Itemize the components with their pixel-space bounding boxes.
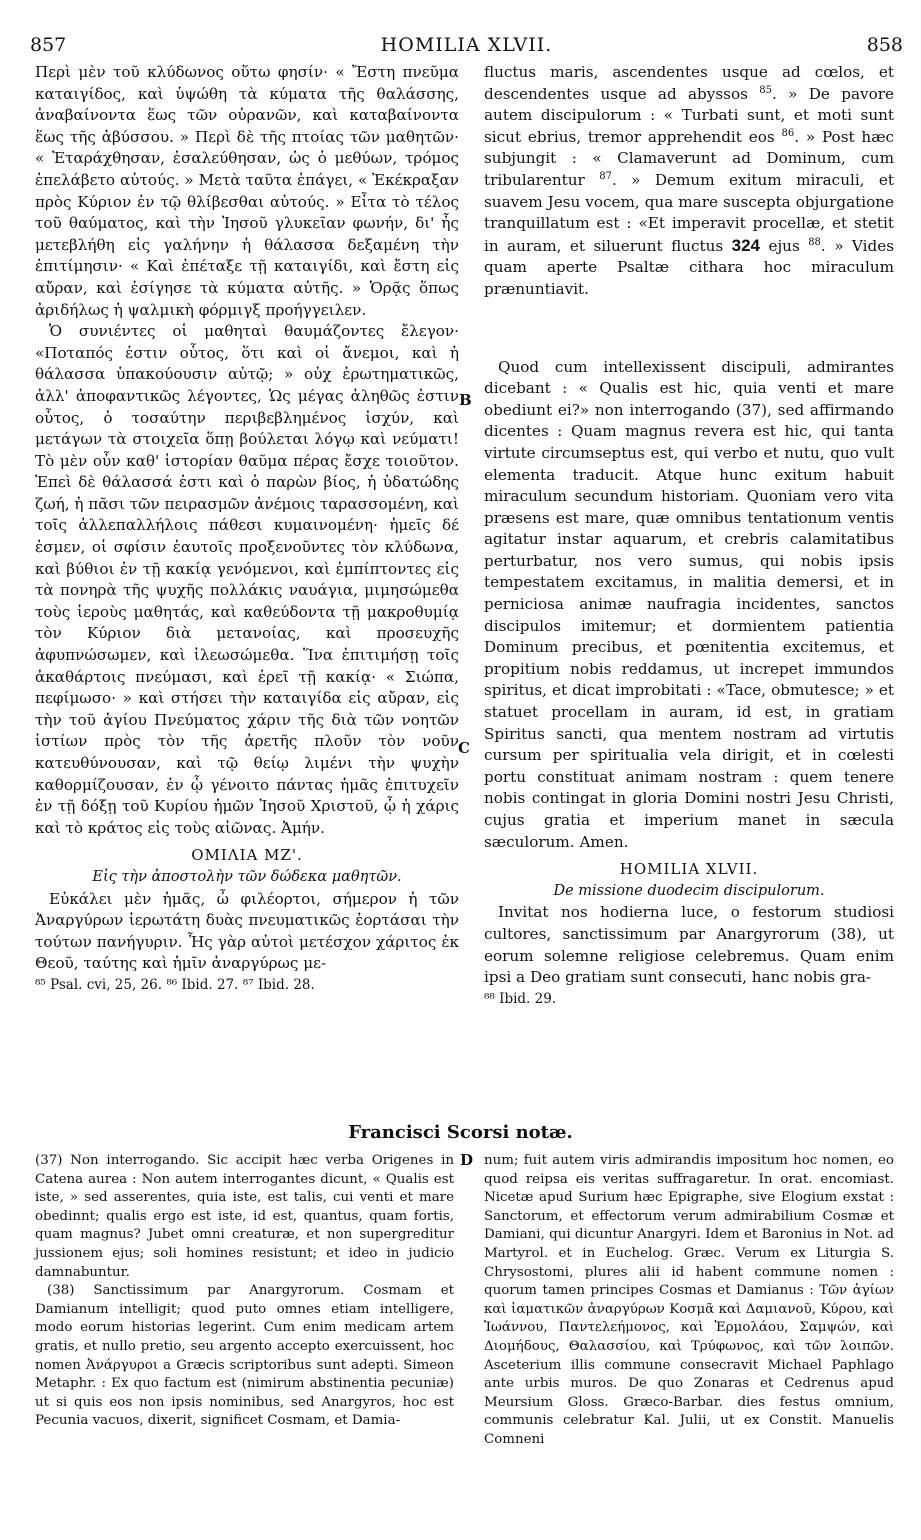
greek-homily-subtitle: Εἰς τὴν ἀποστολὴν τῶν δώδεκα μαθητῶν. [92,868,402,885]
greek-paragraph-3: Εὐκάλει μὲν ἡμᾶς, ὦ φιλέορτοι, σήμερον ἡ τῶν Ἀναργύρων ἱερωτάτη δυὰς πνευματικῶς ἑορτάσαι τὴν τούτων πανήγυριν. Ἧς γὰρ αὐτοὶ μετέσχον χάριτος ἐκ Θεοῦ, ταύτης καὶ ἡμῖν ἀναργύρως με- [35,889,459,973]
margin-marker-c: C [458,739,470,757]
greek-homily-title: ΟΜΙΛΙΑ ΜΖ'. [191,846,303,865]
latin-text: fluctus maris, ascendentes usque ad cœlos, et descendentes usque ad abyssos [484,63,894,103]
note-38-continued: num; fuit autem viris admirandis impositum hoc nomen, eo quod reipsa eis veritas suffragaretur. In orat. encomiast. Nicetæ apud Surium hæc Epigraphe, sive Elogium exstat : Sanctorum, et effectorum verum admirabilium Cosmæ et Damiani, qui dicuntur Anargyri. Idem et Baronius in Not. ad Martyrol. et in Euchelog. Græc. Verum ex Liturgia S. Chrysostomi, plures alii id habent commune nomen : quorum tamen principes Cosmas et Damianus : Τῶν ἁγίων καὶ ἰαματικῶν ἀναργύρων Κοσμᾶ καὶ Δαμιανοῦ, Κύρου, καὶ Ἰωάννου, Παντελεήμονος, καὶ Ἑρμολάου, Σαμψών, καὶ Διομήδους, Θαλασσίου, καὶ Τρύφωνος, καὶ τῶν λοιπῶν. Asceterium illis commune consecravit Michael Paphlago ante urbis muros. De quo Zonaras et Cedrenus apud Meursium Gloss. Græco-Barbar. dies festus omnium, communis celebratur Kal. Julii, ut ex Constit. Manuelis Comneni [484,1153,894,1447]
greek-paragraph-2: Ὁ συνιέντες οἱ μαθηταὶ θαυμάζοντες ἔλεγον· «Ποταπός ἐστιν οὗτος, ὅτι καὶ οἱ ἄνεμοι, καὶ ἡ θάλασσα ὑπακούουσιν αὐτῷ; » οὐχ ἐρωτηματικῶς, ἀλλ' ἀποφαντικῶς λέγοντες, Ὡς μέγας ἀληθῶς ἐστιν οὗτος, ὁ τοσαύτην περιβεβλημένος ἰσχύν, καὶ μετάγων τὰ στοιχεῖα ὅπῃ βούλεται λόγῳ καὶ νεύματι! Τὸ μὲν οὖν καθ' ἱστορίαν θαῦμα πέρας ἔσχε τοιοῦτον. Ἐπεὶ δὲ θάλασσά ἐστι καὶ ὁ παρὼν βίος, ἡ ὑδατώδης ζωή, ἡ πᾶσι τῶν πειρασμῶν ἀνέμοις ταρασσομένη, καὶ τοῖς ἀλλεπαλλήλοις πάθεσι κυμαινομένη· ἡμεῖς δέ ἐσμεν, οἱ σφίσιν ἑαυτοῖς προξενοῦντες τὸν κλύδωνα, καὶ βύθιοι ἐν τῇ κακίᾳ γενόμενοι, καὶ ἐμπίπτοντες εἰς τὰ πονηρὰ τῆς ψυχῆς πολλάκις ναυάγια, μιμησώμεθα τοὺς ἱεροὺς μαθητάς, καὶ καθεύδοντα τῇ μακροθυμίᾳ τὸν Κύριον διὰ μετανοίας, καὶ προσευχῆς ἀφυπνώσωμεν, καὶ ἱλεωσώμεθα. Ἵνα ἐπιτιμήσῃ τοῖς ἀκαθάρτοις πνεύμασι, καὶ ἐρεῖ τῇ κακίᾳ· « Σιώπα, πεφίμωσο· » καὶ στήσει τὴν καταιγίδα εἰς αὔραν, εἰς τὴν τοῦ ἁγίου Πνεύματος χάριν τῆς διὰ τῶν νοητῶν ἱστίων πρὸς τὸν τῆς ἀρετῆς πλοῦν τὸν νοῦν κατευθύνουσαν, καὶ τῷ θείῳ λιμένι τὴν ψυχὴν καθορμίζουσαν, ἐν ᾧ γένοιτο πάντας ἡμᾶς ἐπιτυχεῖν ἐν τῇ δόξῃ τοῦ Κυρίου ἡμῶν Ἰησοῦ Χριστοῦ, ᾧ ἡ χάρις καὶ τὸ κράτος εἰς τοὺς αἰῶνας. Ἀμήν. [35,322,460,837]
latin-paragraph-1 [484,62,894,301]
page-number-left: 857 [30,34,67,56]
footnote-ref: 85 [759,84,772,96]
page-header [30,34,903,58]
note-38: (38) Sanctissimum par Anargyrorum. Cosmam et Damianum intelligit; quod puto omnes etiam intelligere, modo eorum historias legerint. Cum enim medicam artem gratis, et nullo pretio, seu argento accepto exercuissent, hoc nomen Ἀνάργυροι a Græcis scriptoribus sunt adepti. Simeon Metaphr. : Ex quo factum est (nimirum abstinentia pecuniæ) ut si quis eos non ipsis nominibus, sed Anargyros, hoc est Pecunia vacuos, dixerit, significet Cosmam, et Damia- [35,1283,454,1429]
margin-marker-b: B [459,391,472,409]
latin-text: . » Demum exitum miraculi, et suavem Jesu vocem, qua mare suscepta objurgatione tranquillatum est : «Et imperavit procellæ, et stetit in auram, et siluerunt fluctus [484,170,895,255]
latin-homily-title: HOMILIA XLVII. [619,860,759,879]
footnote-ref: 88 [808,236,821,248]
latin-text: . » Post hæc subjungit : « Clamaverunt ad Dominum, cum tribularentur [484,127,894,189]
latin-paragraph-3: Invitat nos hodierna luce, o festorum studiosi cultores, sanctissimum par Anargyrorum (38), ut eorum solemne religiose celebremus. Quam enim ipsi a Deo gratiam sunt consecuti, hanc nobis gra- [484,903,894,987]
running-title: HOMILIA XLVII. [380,34,553,56]
latin-homily-subtitle: De missione duodecim discipulorum. [553,882,825,899]
greek-footnotes: ⁸⁵ Psal. cvi, 25, 26. ⁸⁶ Ibid. 27. ⁸⁷ Ibid. 28. [35,976,315,993]
greek-column [35,62,459,997]
notes-left-column [35,1152,454,1431]
latin-text: . » Vides quam aperte Psaltæ cithara hoc miraculum prænuntiavit. [484,236,894,298]
notes-heading: Francisci Scorsi notæ. [348,1122,573,1143]
latin-footnote: ⁸⁸ Ibid. 29. [484,990,557,1007]
latin-column [484,62,894,1010]
note-37: (37) Non interrogando. Sic accipit hæc verba Origenes in Catena aurea : Non autem interrogantes dicunt, « Qualis est iste, » sed asserentes, quia iste, est talis, cui venti et mare obedinnt; qualis ergo est iste, id est, quantus, quam fortis, quam magnus? Jubet omni creaturæ, et non supergreditur jussionem ejus; soli homines resistunt; et ideo in judicio damnabuntur. [35,1153,454,1280]
latin-text: . » De pavore autem discipulorum : « Turbati sunt, et moti sunt sicut ebrius, tremor apprehendit eos [484,84,895,146]
latin-paragraph-2: Quod cum intellexissent discipuli, admirantes dicebant : « Qualis est hic, quia venti et mare obediunt ei?» non interrogando (37), sed affirmando dicentes : Quam magnus revera est hic, qui tanta virtute circumseptus est, qui verbo et nutu, quo vult elementa traducit. Atque hunc exitum habuit miraculum secundum historiam. Quoniam vero vita præsens est mare, quæ omnibus tentationum ventis agitatur instar aquarum, et crebris calamitatibus perturbatur, nos vero sumus, qui nobis ipsis tempestatem excitamus, in malitia demersi, et in perniciosa animæ naufragia incidentes, sanctos discipulos imitemur; et dormientem patientia Dominum precibus, et pœnitentia excitemus, et propitium nobis reddamus, ut increpet immundos spiritus, et dicat improbitati : «Tace, obmutesce; » et statuet procellam in auram, id est, in gratiam Spiritus sancti, qua mentem nostram ad virtutis cursum per spiritualia vela dirigit, et in cœlesti portu constituat animam nostram : quem tenere nobis contingat in gloria Domini nostri Jesu Christi, cujus gratia et imperium manet in sæcula sæculorum. Amen. [484,357,894,851]
footnote-ref: 87 [599,170,612,182]
notes-right-column [484,1152,894,1450]
latin-text: ejus [760,236,809,255]
greek-paragraph-1: Περὶ μὲν τοῦ κλύδωνος οὕτω φησίν· « Ἔστη πνεῦμα καταιγίδος, καὶ ὑψώθη τὰ κύματα τῆς θαλάσσης, ἀναβαίνοντα ἕως τῶν οὐρανῶν, καὶ καταβαίνοντα ἕως τῆς ἀβύσσου. » Περὶ δὲ τῆς πτοίας τῶν μαθητῶν· « Ἐταράχθησαν, ἐσαλεύθησαν, ὡς ὁ μεθύων, τρόμος ἐπελάβετο αὐτούς. » Μετὰ ταῦτα ἐπάγει, « Ἐκέκραξαν πρὸς Κύριον ἐν τῷ θλίβεσθαι αὐτούς. » Εἶτα τὸ τέλος τοῦ θαύματος, καὶ τὴν Ἰησοῦ γλυκεῖαν φωνήν, δι' ἧς μετεβλήθη εἰς γαλήνην ἡ θάλασσα δεξαμένη τὴν ἐπιτίμησιν· « Καὶ ἐπέταξε τῇ καταιγίδι, καὶ ἔστη εἰς αὔραν, καὶ ἐσίγησε τὰ κύματα αὐτῆς. » Ὁρᾷς ὅπως ἀριδήλως ἡ ψαλμικὴ φόρμιγξ προήγγειλεν. [35,63,459,319]
page-number-right: 858 [866,34,903,56]
footnote-ref: 86 [781,127,795,139]
margin-marker-d: D [460,1151,474,1169]
column-number: 324 [731,235,761,255]
